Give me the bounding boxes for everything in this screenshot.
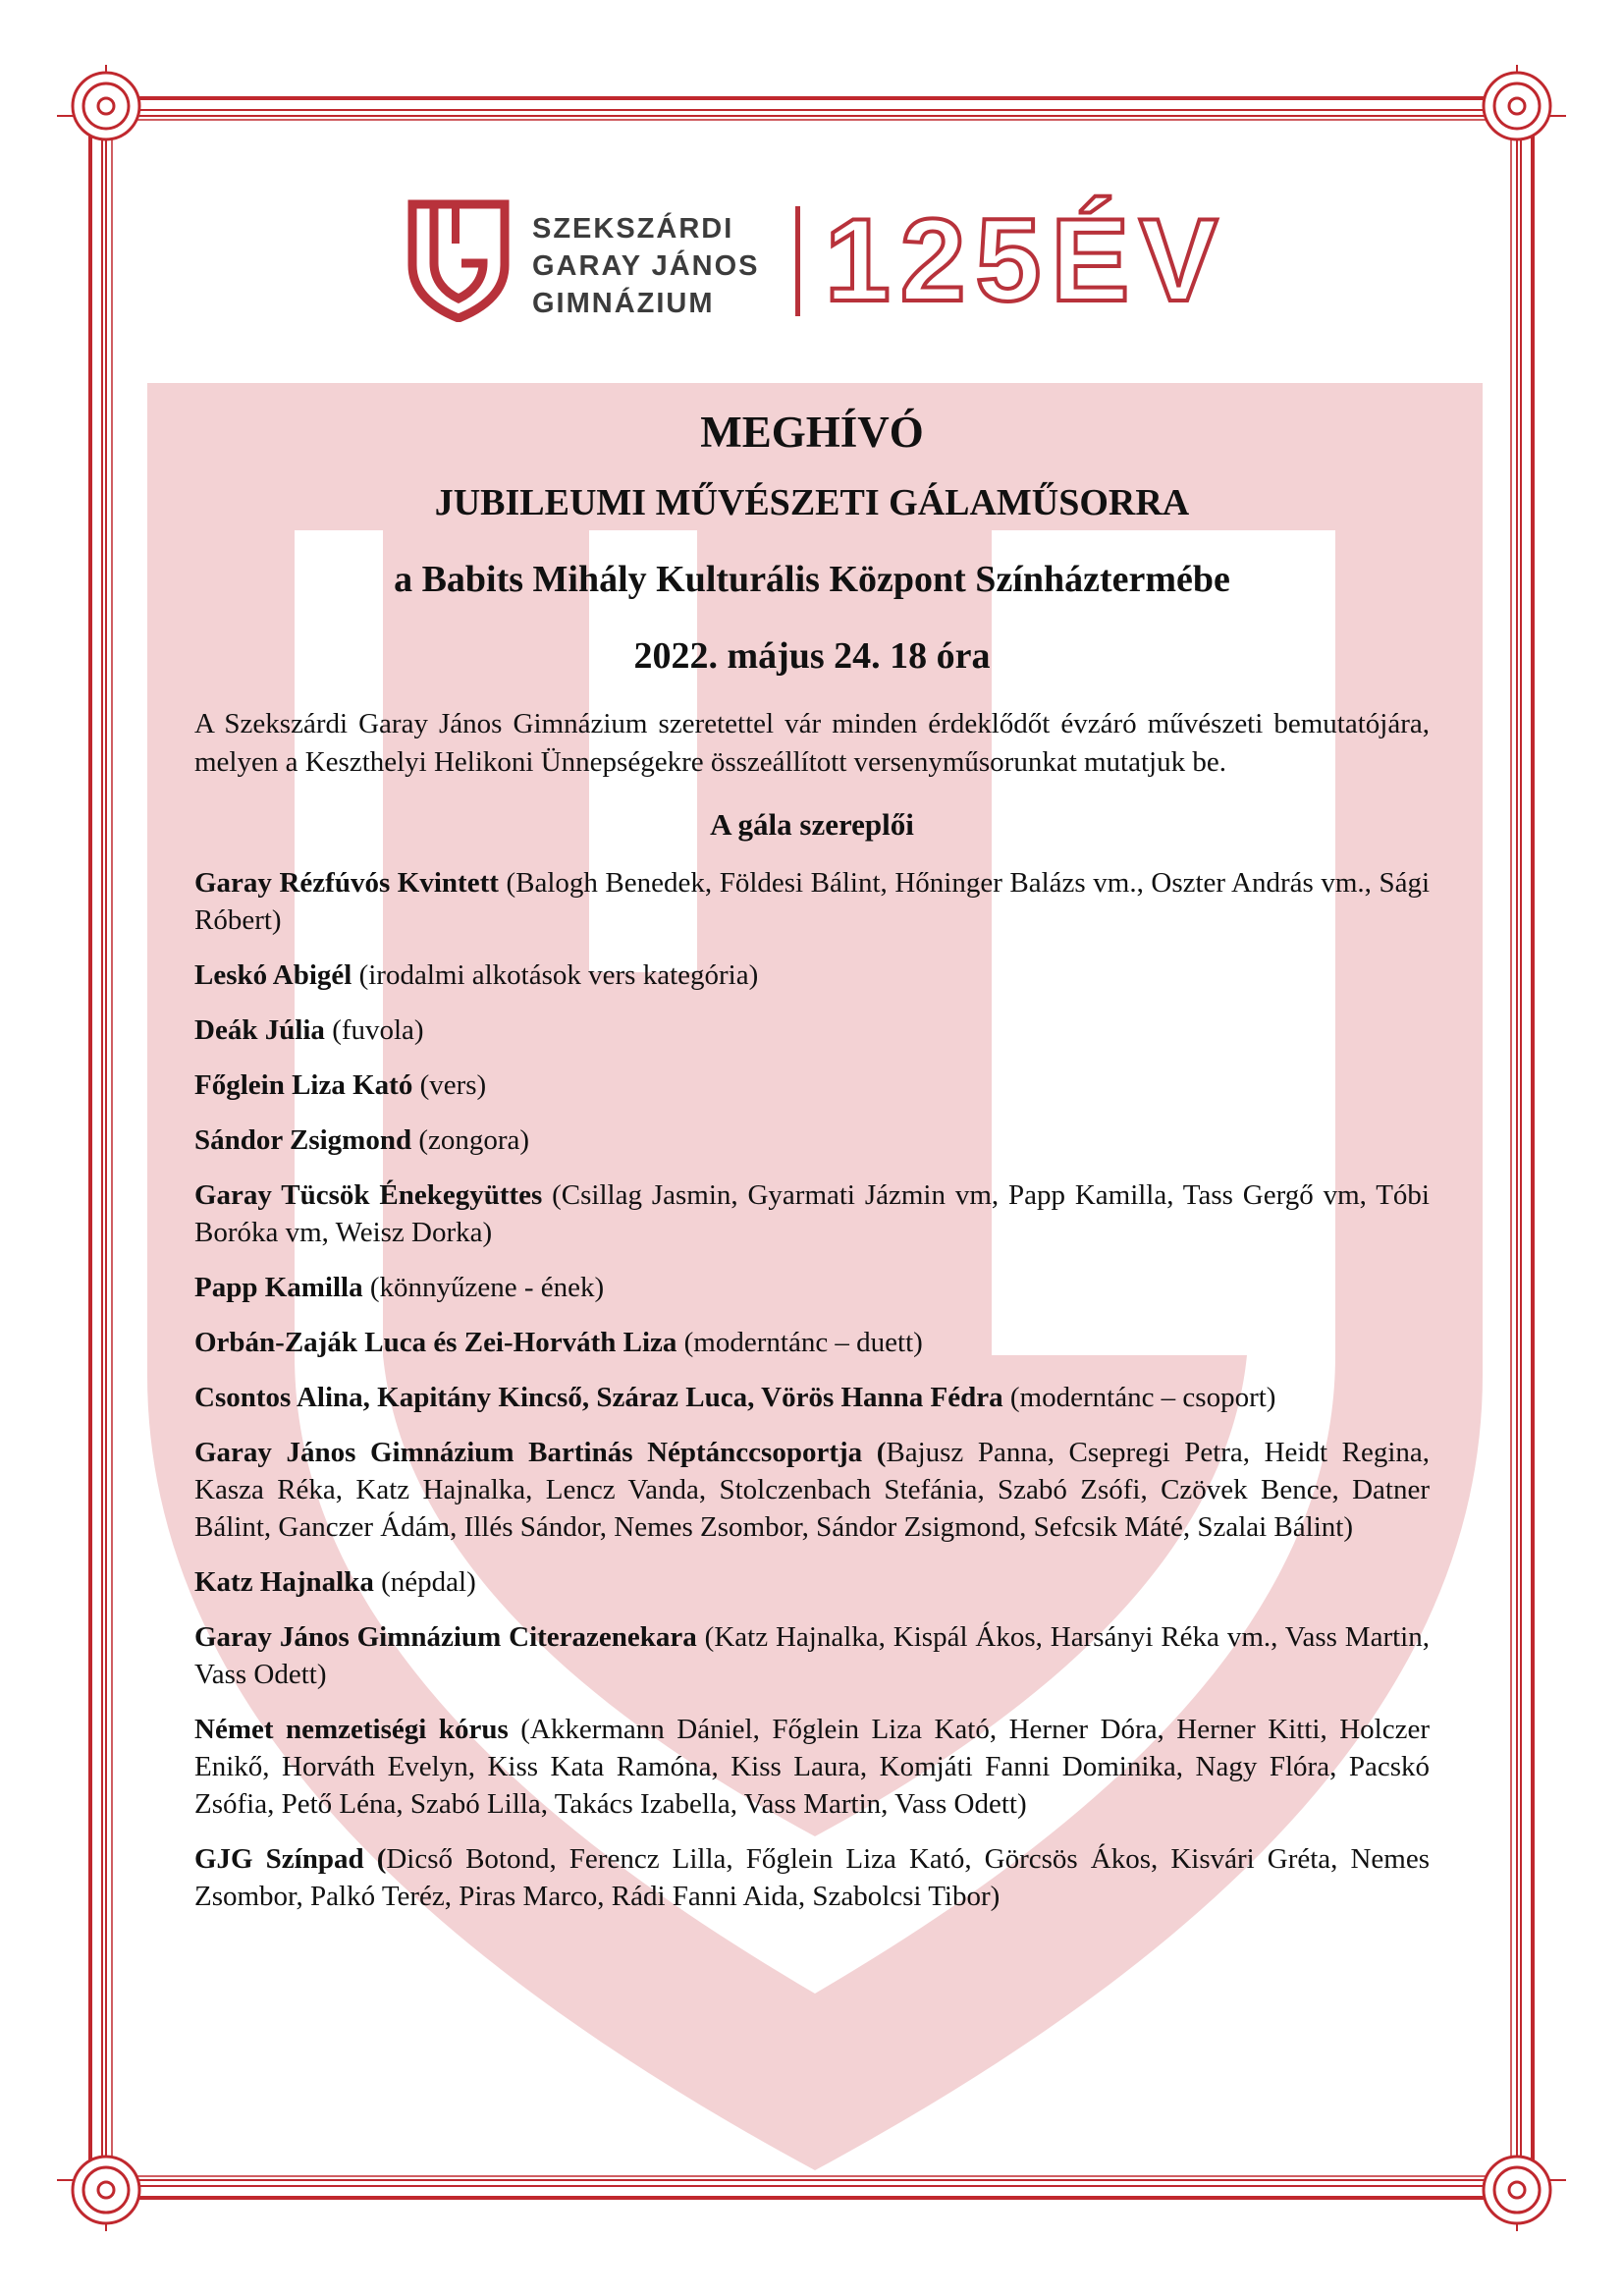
- performer-entry: [194, 1379, 1430, 1416]
- performer-name: Leskó Abigél: [194, 959, 352, 991]
- performers-heading: A gála szereplői: [710, 807, 914, 842]
- performer-entry: [194, 1121, 1430, 1159]
- performer-entry: [194, 1176, 1430, 1251]
- performer-entry: [194, 1618, 1430, 1693]
- performer-entry: [194, 1269, 1430, 1306]
- performer-entry: [194, 1011, 1430, 1049]
- performer-detail: (könnyűzene - ének): [362, 1272, 605, 1303]
- event-name: JUBILEUMI MŰVÉSZETI GÁLAMŰSORRA: [434, 482, 1190, 523]
- invitation-intro: A Szekszárdi Garay János Gimnázium szeretettel vár minden érdeklődőt évzáró művészeti bemutatójára, melyen a Keszthelyi Helikoni Ünnepségekre összeállított versenyműsorunkat mutatjuk be.: [194, 708, 1430, 778]
- school-name-line2: GARAY JÁNOS: [532, 250, 760, 282]
- corner-ornament-top-right: [1484, 73, 1550, 139]
- performer-name: Papp Kamilla: [194, 1272, 363, 1303]
- event-date: 2022. május 24. 18 óra: [633, 635, 991, 677]
- performer-name: GJG Színpad (: [194, 1843, 387, 1875]
- school-name: [532, 210, 760, 322]
- performer-detail: (Balogh Benedek, Földesi Bálint, Hőninger Balázs vm., Oszter András vm., Sági Róbert): [194, 867, 1431, 936]
- performer-name: Német nemzetiségi kórus: [194, 1714, 509, 1745]
- performer-entry: [194, 957, 1430, 994]
- performer-name: Sándor Zsigmond: [194, 1124, 412, 1156]
- school-name-line1: SZEKSZÁRDI: [532, 213, 734, 245]
- invitation-title: MEGHÍVÓ: [700, 408, 924, 457]
- school-logo-header: [405, 196, 1229, 324]
- performer-entry: [194, 1840, 1430, 1915]
- performer-name: Garay Tücsök Énekegyüttes: [194, 1179, 543, 1211]
- performer-entry: [194, 1324, 1430, 1361]
- performer-name: Főglein Liza Kató: [194, 1069, 413, 1101]
- performer-detail: Dicső Botond, Ferencz Lilla, Főglein Liza Kató, Görcsös Ákos, Kisvári Gréta, Nemes Zsombor, Palkó Teréz, Piras Marco, Rádi Fanni Aida, Szabolcsi Tibor): [194, 1843, 1430, 1912]
- performer-name: Csontos Alina, Kapitány Kincső, Száraz Luca, Vörös Hanna Fédra: [194, 1382, 1003, 1413]
- performer-name: Garay János Gimnázium Citerazenekara: [194, 1621, 697, 1653]
- anniversary-mark: 125ÉV: [825, 194, 1228, 326]
- performer-name: Deák Júlia: [194, 1014, 325, 1046]
- performer-entry: [194, 864, 1430, 939]
- performer-detail: (Katz Hajnalka, Kispál Ákos, Harsányi Réka vm., Vass Martin, Vass Odett): [194, 1621, 1430, 1690]
- invitation-content: [194, 403, 1430, 1933]
- performer-entry: [194, 1434, 1430, 1546]
- school-name-line3: GIMNÁZIUM: [532, 288, 715, 319]
- performer-detail: (moderntánc – duett): [676, 1327, 923, 1358]
- performer-name: Garay Rézfúvós Kvintett: [194, 867, 499, 899]
- corner-ornament-bottom-left: [73, 2157, 139, 2223]
- performer-detail: (zongora): [411, 1124, 530, 1156]
- corner-ornament-bottom-right: [1484, 2157, 1550, 2223]
- event-venue: a Babits Mihály Kulturális Központ Színháztermébe: [394, 559, 1230, 600]
- performer-detail: (vers): [412, 1069, 487, 1101]
- shield-logo-icon: [405, 196, 513, 322]
- corner-ornament-top-left: [73, 73, 139, 139]
- performer-entry: [194, 1711, 1430, 1823]
- performer-entry: [194, 1563, 1430, 1601]
- performer-name: Garay János Gimnázium Bartinás Néptánccsoportja (: [194, 1437, 887, 1468]
- performer-detail: Bajusz Panna, Csepregi Petra, Heidt Regina, Kasza Réka, Katz Hajnalka, Lencz Vanda, Stolczenbach Stefánia, Szabó Zsófi, Czövek Bence, Datner Bálint, Ganczer Ádám, Illés Sándor, Nemes Zsombor, Sándor Zsigmond, Sefcsik Máté, Szalai Bálint): [194, 1437, 1431, 1543]
- performer-detail: (moderntánc – csoport): [1002, 1382, 1276, 1413]
- performer-detail: (Akkermann Dániel, Főglein Liza Kató, Herner Dóra, Herner Kitti, Holczer Enikő, Horváth Evelyn, Kiss Kata Ramóna, Kiss Laura, Komjáti Fanni Dominika, Nagy Flóra, Pacskó Zsófia, Pető Léna, Szabó Lilla, Takács Izabella, Vass Martin, Vass Odett): [194, 1714, 1430, 1820]
- performer-detail: (fuvola): [324, 1014, 424, 1046]
- performer-entry: [194, 1066, 1430, 1104]
- performer-detail: (irodalmi alkotások vers kategória): [352, 959, 759, 991]
- header-divider: [795, 206, 800, 316]
- performers-list: [194, 864, 1430, 1915]
- performer-detail: (népdal): [373, 1566, 476, 1598]
- performer-name: Katz Hajnalka: [194, 1566, 374, 1598]
- performer-detail: (Csillag Jasmin, Gyarmati Jázmin vm, Papp Kamilla, Tass Gergő vm, Tóbi Boróka vm, Weisz Dorka): [194, 1179, 1430, 1248]
- performer-name: Orbán-Zaják Luca és Zei-Horváth Liza: [194, 1327, 677, 1358]
